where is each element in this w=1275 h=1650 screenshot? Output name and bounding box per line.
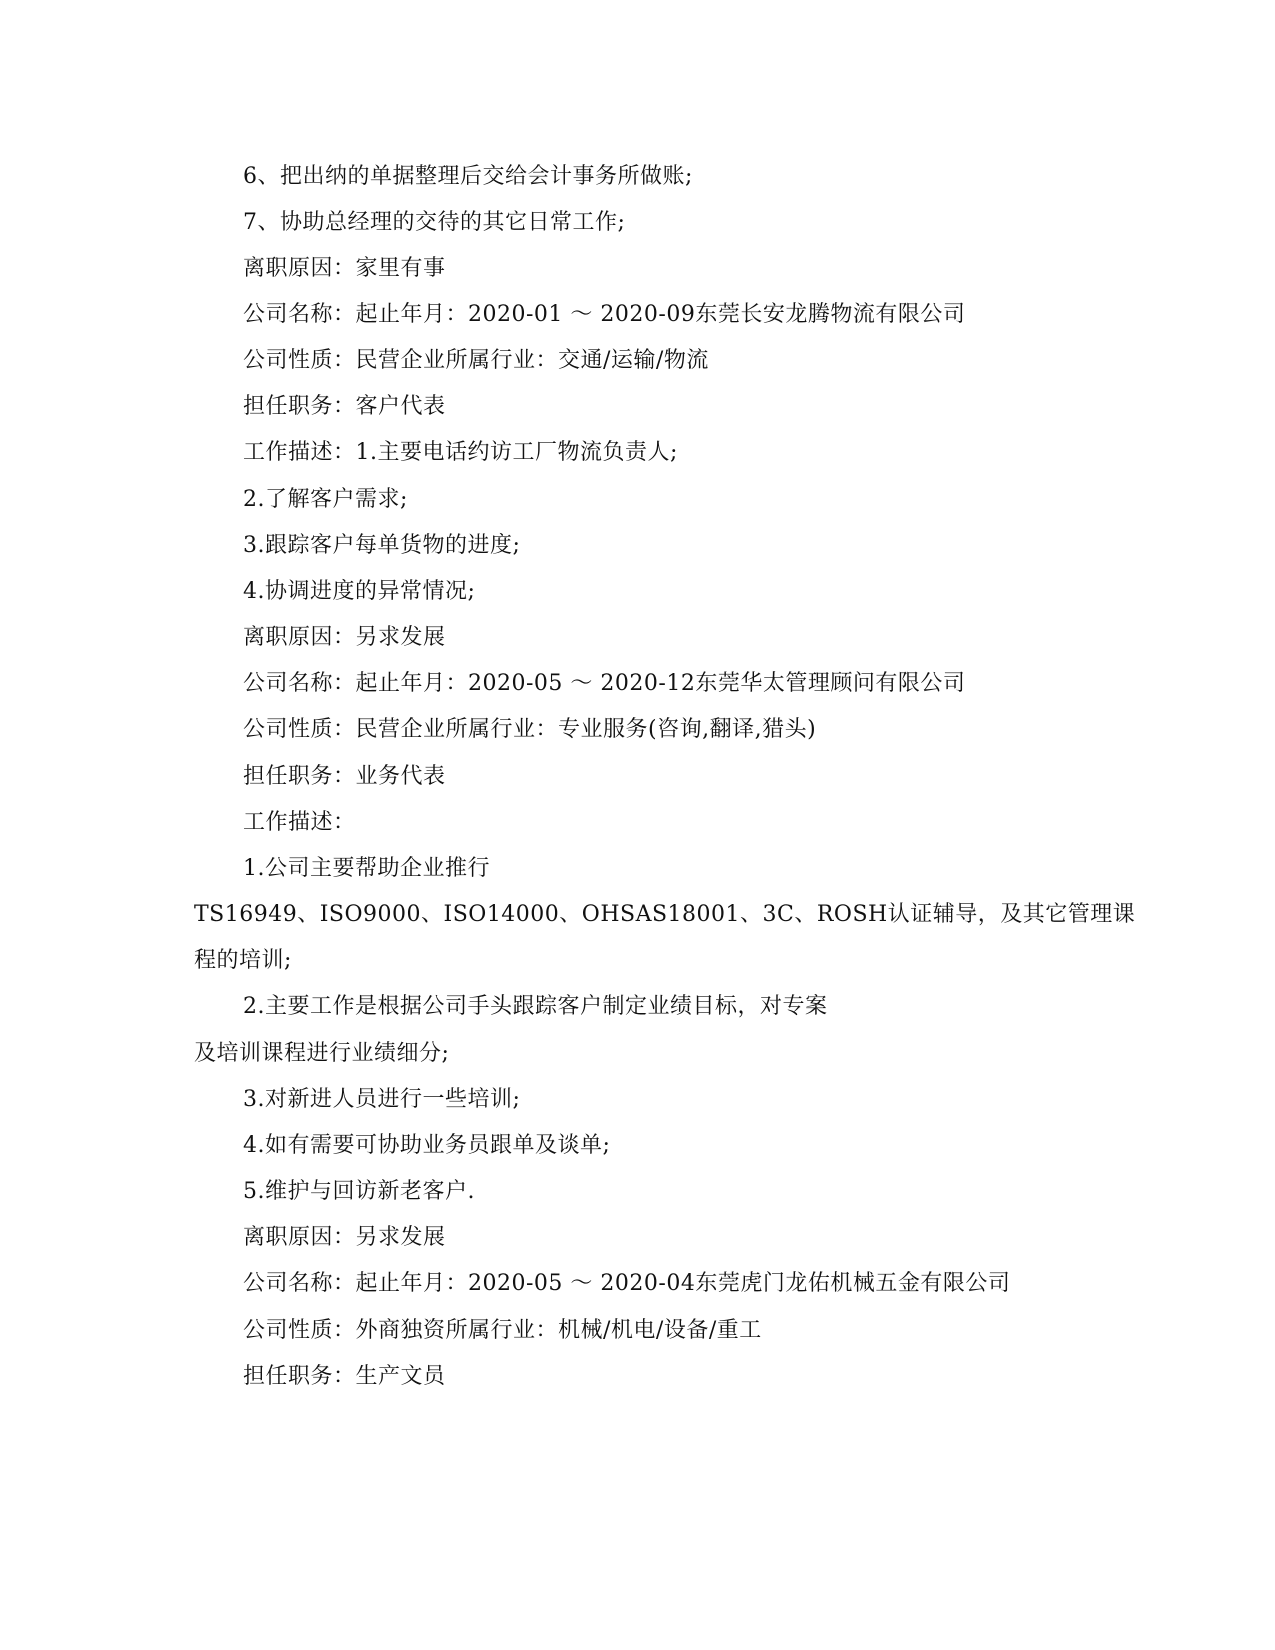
text-line: 担任职务：业务代表	[243, 764, 446, 789]
text-line: 公司名称：起止年月：2020-05 ～ 2020-04东莞虎门龙佑机械五金有限公司	[243, 1271, 1011, 1296]
text-line: 2.了解客户需求;	[243, 487, 408, 512]
text-line: 2.主要工作是根据公司手头跟踪客户制定业绩目标，对专案	[243, 994, 828, 1019]
text-line: 5.维护与回访新老客户.	[243, 1179, 475, 1204]
text-line: 公司性质：外商独资所属行业：机械/机电/设备/重工	[243, 1318, 762, 1343]
text-line: 及培训课程进行业绩细分;	[194, 1041, 450, 1066]
text-line: 离职原因：家里有事	[243, 256, 446, 281]
text-line: 工作描述：	[243, 810, 356, 835]
text-line: 担任职务：生产文员	[243, 1364, 446, 1389]
text-line: TS16949、ISO9000、ISO14000、OHSAS18001、3C、ROSH认证辅导，及其它管理课	[194, 902, 1136, 927]
text-line: 6、把出纳的单据整理后交给会计事务所做账;	[243, 164, 693, 189]
text-line: 离职原因：另求发展	[243, 625, 446, 650]
text-line: 工作描述：1.主要电话约访工厂物流负责人;	[243, 440, 678, 465]
text-line: 公司性质：民营企业所属行业：交通/运输/物流	[243, 348, 709, 373]
text-line: 4.协调进度的异常情况;	[243, 579, 476, 604]
text-line: 离职原因：另求发展	[243, 1225, 446, 1250]
text-line: 1.公司主要帮助企业推行	[243, 856, 490, 881]
text-line: 7、协助总经理的交待的其它日常工作;	[243, 210, 626, 235]
text-line: 公司性质：民营企业所属行业：专业服务(咨询,翻译,猎头)	[243, 717, 817, 742]
text-line: 3.对新进人员进行一些培训;	[243, 1087, 521, 1112]
text-line: 3.跟踪客户每单货物的进度;	[243, 533, 521, 558]
text-line: 4.如有需要可协助业务员跟单及谈单;	[243, 1133, 611, 1158]
text-line: 担任职务：客户代表	[243, 394, 446, 419]
text-line: 公司名称：起止年月：2020-05 ～ 2020-12东莞华太管理顾问有限公司	[243, 671, 966, 696]
text-line: 程的培训;	[194, 948, 292, 973]
text-line: 公司名称：起止年月：2020-01 ～ 2020-09东莞长安龙腾物流有限公司	[243, 302, 966, 327]
